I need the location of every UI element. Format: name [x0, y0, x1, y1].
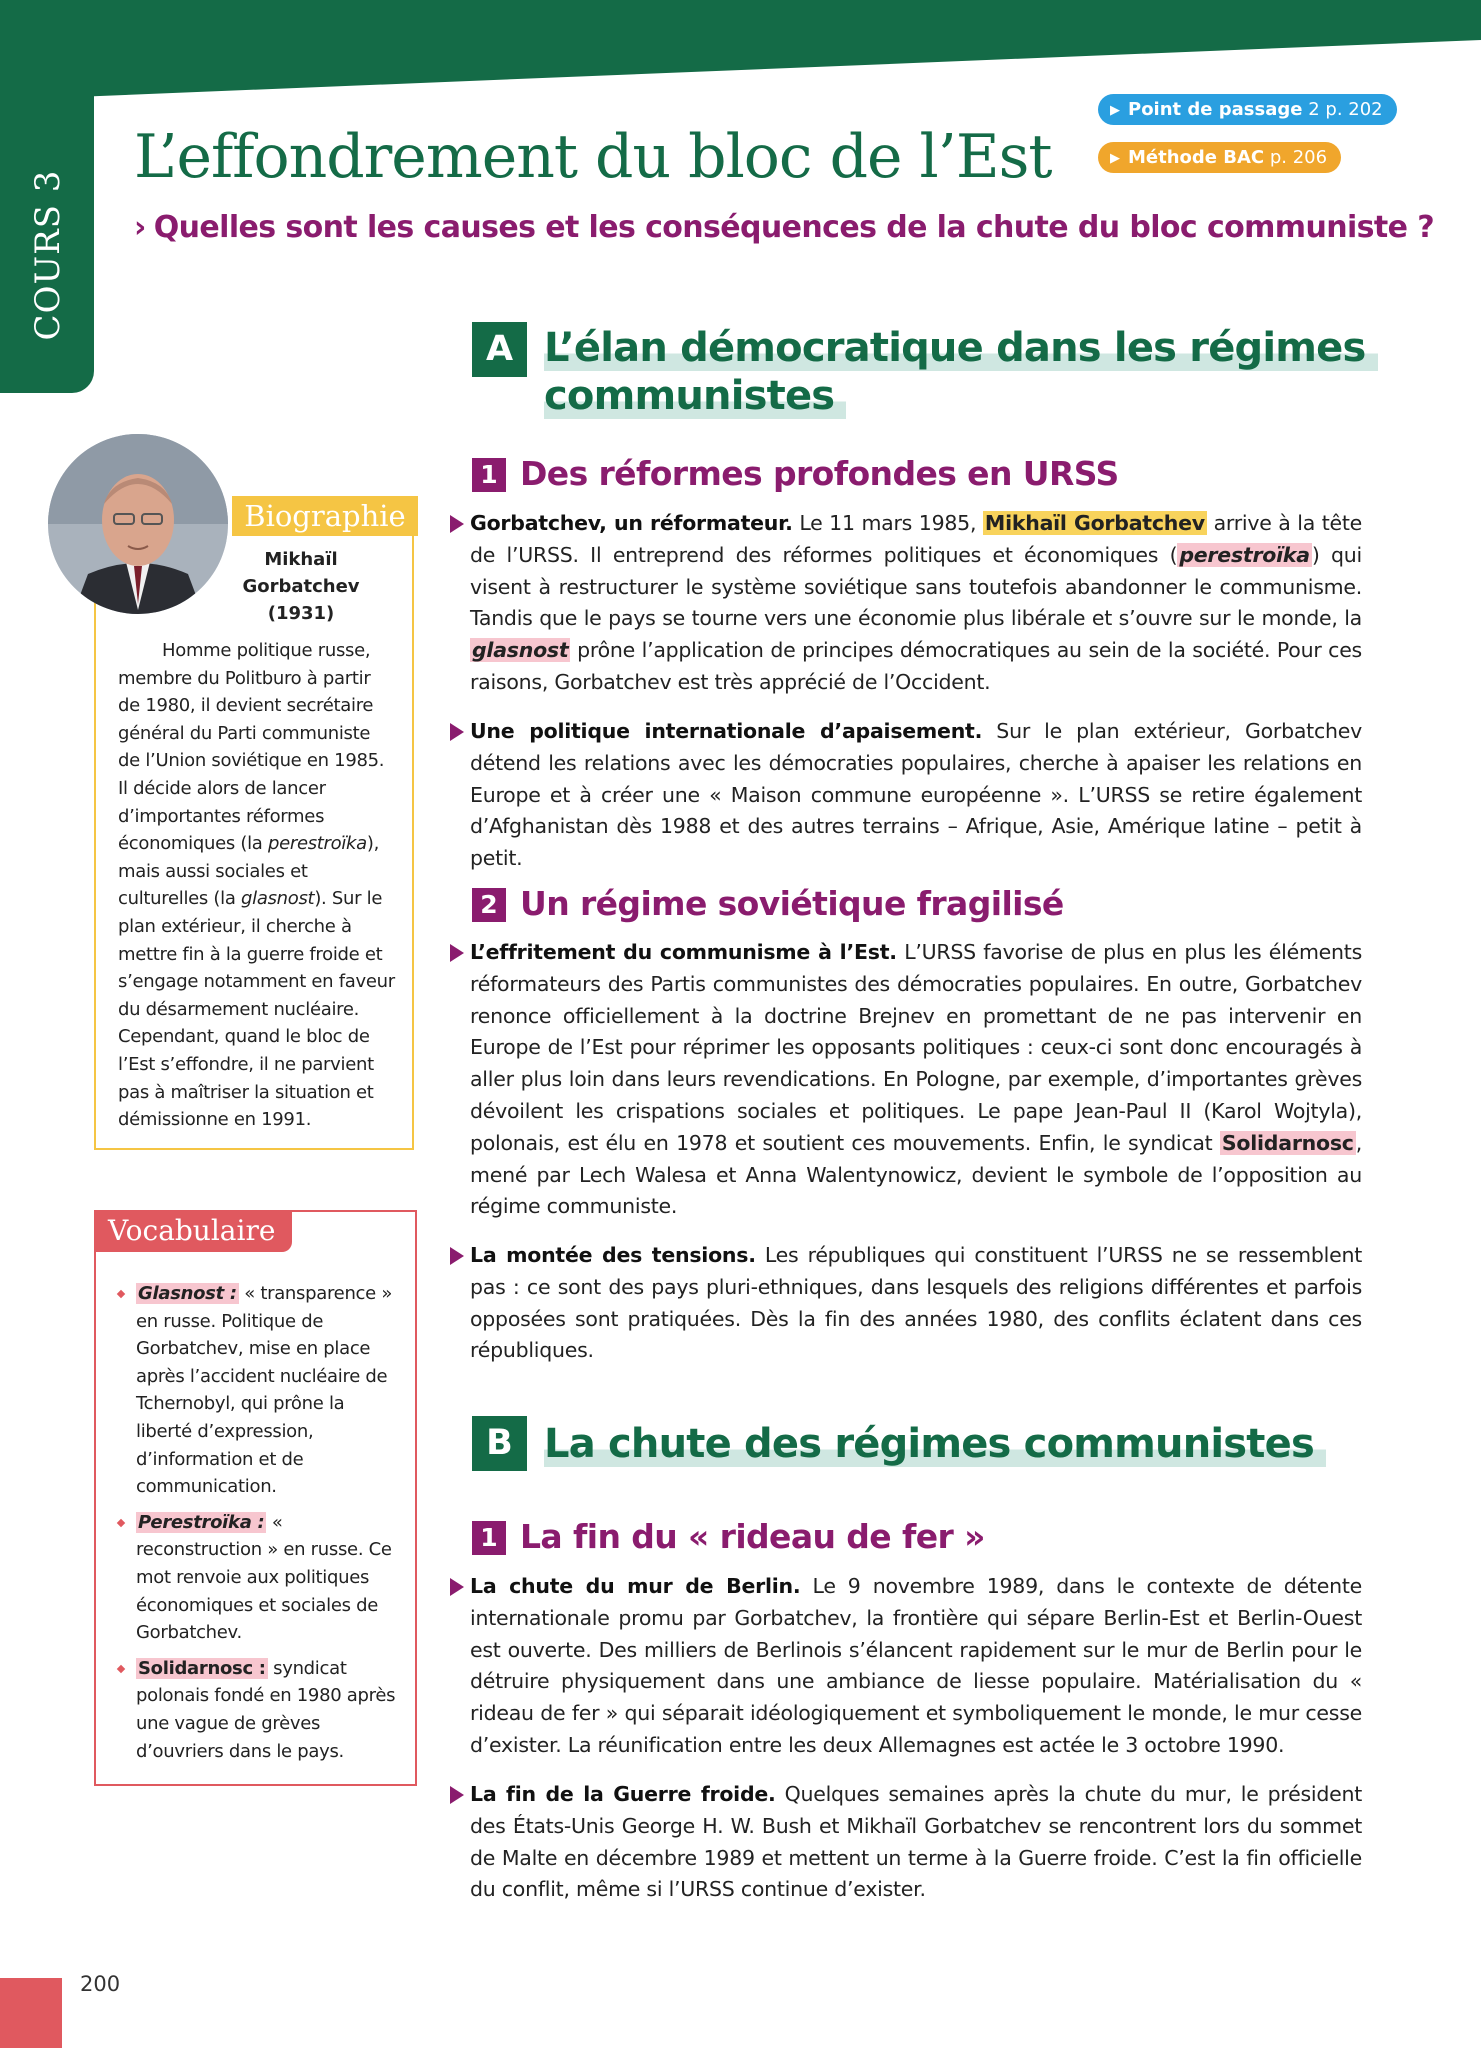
header-band [0, 0, 1481, 100]
subsection-a2-number: 2 [472, 888, 506, 922]
bullet-triangle-icon [450, 1786, 464, 1804]
paragraph-a1-apaisement: Une politique internationale d’apaisement. Sur le plan extérieur, Gorbatchev détend les relations avec les démocraties populaires, cherche à apaiser les relations en Europe et à créer une « Maison commune européenne ». L’URSS se retire également d’Afghanistan dès 1988 et des autres terrains – Afrique, Asie, Amérique latine – petit à petit. [470, 716, 1362, 875]
diamond-bullet-icon [117, 1519, 125, 1527]
play-triangle-icon: ▶ [1110, 151, 1120, 166]
bullet-triangle-icon [450, 723, 464, 741]
paragraph-b1-mur-de-berlin: La chute du mur de Berlin. Le 9 novembre 1989, dans le contexte de détente internationale promu par Gorbatchev, la frontière qui sépare Berlin-Est et Berlin-Ouest est ouverte. Des milliers de Berlinois s’élancent rapidement sur le mur de Berlin pour le détruire physiquement dans une ambiance de liesse populaire. Matérialisation du « rideau de fer » qui séparait idéologiquement et symboliquement le monde, le mur cesse d’exister. La réunification entre les deux Allemagnes est actée le 3 octobre 1990. [470, 1571, 1362, 1762]
diamond-bullet-icon [117, 1664, 125, 1672]
page-number: 200 [80, 1972, 121, 1996]
subsection-b1-number: 1 [472, 1521, 506, 1555]
bullet-triangle-icon [450, 515, 464, 533]
subsection-b1-title: La fin du « rideau de fer » [520, 1517, 985, 1556]
paragraph-a1-reformateur: Gorbatchev, un réformateur. Le 11 mars 1985, Mikhaïl Gorbatchev arrive à la tête de l’URSS. Il entreprend des réformes politiques et économiques (perestroïka) qui visent à restructurer le système soviétique sans toutefois abandonner le communisme. Tandis que le pays se tourne vers une économie plus libérale et s’ouvre sur le monde, la glasnost prône l’application de principes démocratiques au sein de la société. Pour ces raisons, Gorbatchev est très apprécié de l’Occident. [470, 508, 1362, 699]
footer-color-bar [0, 1978, 62, 2048]
biography-text: Homme politique russe, membre du Politburo à partir de 1980, il devient secrétaire général du Parti communiste de l’Union soviétique en 1985. Il décide alors de lancer d’importantes réformes économiques (la perestroïka), mais aussi sociales et culturelles (la glasnost). Sur le plan extérieur, il cherche à mettre fin à la guerre froide et s’engage notamment en faveur du désarmement nucléaire. Cependant, quand le bloc de l’Est s’effondre, il ne parvient pas à maîtriser la situation et démissionne en 1991. [118, 640, 395, 1131]
paragraph-a2-tensions: La montée des tensions. Les républiques qui constituent l’URSS ne se ressemblent pas : ce sont des pays pluri-ethniques, dans lesquels des religions différentes et parfois opposées sont pratiquées. Dès la fin des années 1980, des conflits éclatent dans ces républiques. [470, 1240, 1362, 1367]
section-b-title: La chute des régimes communistes [544, 1420, 1326, 1468]
section-a-title: L’élan démocratique dans les régimes communistes [544, 324, 1378, 420]
vocabulary-item-perestroika: Perestroïka : « reconstruction » en russe. Ce mot renvoie aux politiques économiques et sociales de Gorbatchev. [118, 1509, 398, 1647]
gorbatchev-portrait [48, 434, 228, 614]
biography-name: Mikhaïl Gorbatchev (1931) [242, 549, 360, 624]
bullet-triangle-icon [450, 1247, 464, 1265]
chevron-right-icon: › [134, 210, 146, 245]
bullet-triangle-icon [450, 944, 464, 962]
paragraph-a2-effritement: L’effritement du communisme à l’Est. L’URSS favorise de plus en plus les éléments réformateurs des Partis communistes des démocraties populaires. En outre, Gorbatchev renonce officiellement à la doctrine Brejnev en promettant de ne pas intervenir en Europe de l’Est pour réprimer les opposants politiques : ceux-ci sont donc encouragés à aller plus loin dans leurs revendications. En Pologne, par exemple, d’importantes grèves dévoilent les crispations sociales et politiques. Le pape Jean-Paul II (Karol Wojtyla), polonais, est élu en 1978 et soutient ces mouvements. Enfin, le syndicat Solidarnosc, mené par Lech Walesa et Anna Walentynowicz, devient le symbole de l’opposition au régime communiste. [470, 937, 1362, 1223]
chapter-side-tab [0, 95, 94, 393]
vocabulary-list [118, 1280, 398, 1773]
page-title: L’effondrement du bloc de l’Est [134, 122, 1052, 192]
diamond-bullet-icon [117, 1290, 125, 1298]
section-a-letter: A [472, 322, 527, 377]
biography-heading: Biographie [232, 496, 418, 536]
vocabulary-item-glasnost: Glasnost : « transparence » en russe. Politique de Gorbatchev, mise en place après l’accident nucléaire de Tchernobyl, qui prône la liberté d’expression, d’information et de communication. [118, 1280, 398, 1501]
subsection-a2-title: Un régime soviétique fragilisé [520, 884, 1064, 923]
bullet-triangle-icon [450, 1578, 464, 1596]
play-triangle-icon: ▶ [1110, 103, 1120, 118]
paragraph-b1-guerre-froide: La fin de la Guerre froide. Quelques semaines après la chute du mur, le président des États-Unis George H. W. Bush et Mikhaïl Gorbatchev se rencontrent lors du sommet de Malte en décembre 1989 et mettent un terme à la Guerre froide. C’est la fin officielle du conflit, même si l’URSS continue d’exister. [470, 1779, 1362, 1906]
page-question: › Quelles sont les causes et les conséquences de la chute du bloc communiste ? [134, 210, 1435, 245]
link-point-de-passage[interactable]: ▶ Point de passage 2 p. 202 [1098, 94, 1397, 125]
link-methode-bac[interactable]: ▶ Méthode BAC p. 206 [1098, 142, 1341, 173]
subsection-a1-number: 1 [472, 458, 506, 492]
section-b-letter: B [472, 1416, 527, 1471]
side-tab-label: COURS 3 [28, 169, 68, 341]
vocabulary-heading: Vocabulaire [94, 1210, 292, 1252]
vocabulary-item-solidarnosc: Solidarnosc : syndicat polonais fondé en 1980 après une vague de grèves d’ouvriers dans le pays. [118, 1655, 398, 1765]
subsection-a1-title: Des réformes profondes en URSS [520, 454, 1119, 493]
